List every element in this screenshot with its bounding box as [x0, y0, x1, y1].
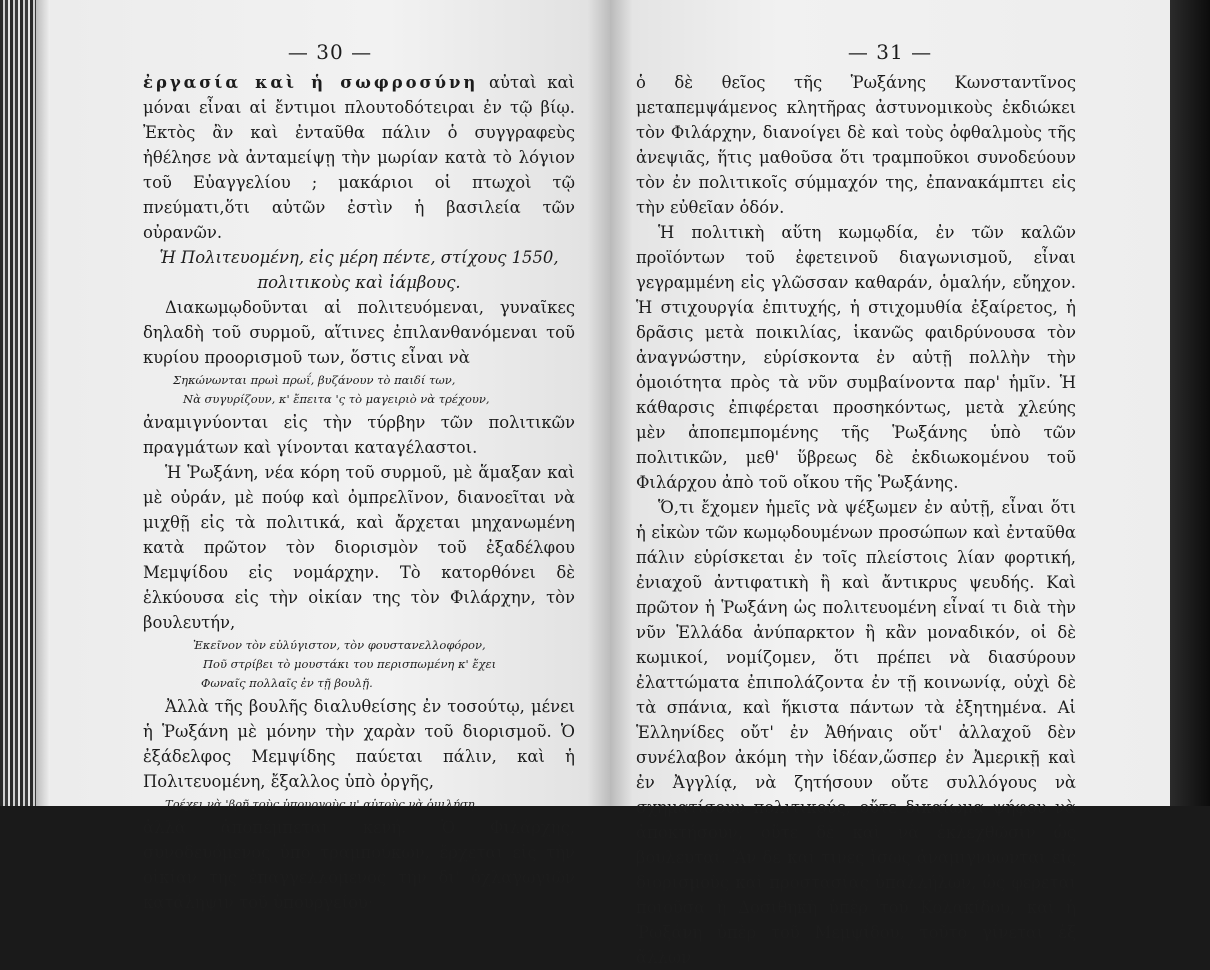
verse-line: Σηκώνωνται πρωὶ πρωΐ, βυζάνουν τὸ παιδί των,: [173, 373, 456, 387]
paragraph: ἀλλὰ ἀποπέμπεται κενή. Ὁ Φιλάρχης, συνοδευόμενος ὑπὸ τραμπούκων, ἔρχεται εἰς τὴν οἰκίαν της ἐπαγγελλόμενος τὴν δι' ὀχλαγωγιῶν κατάληψιν τοῦ ὑπουργείου·: [143, 818, 575, 912]
left-page-text: [143, 70, 575, 915]
paragraph: [143, 70, 575, 245]
page-number: — 30 —: [287, 40, 373, 64]
paragraph: ἀναμιγνύονται εἰς τὴν τύρβην τῶν πολιτικῶν πραγμάτων καὶ γίνονται καταγέλαστοι.: [143, 413, 575, 457]
work-title-line: πολιτικοὺς καὶ ἰάμβους.: [257, 273, 461, 292]
paragraph: Ἀλλὰ τῆς βουλῆς διαλυθείσης ἐν τοσούτῳ, μένει ἡ Ῥωξάνη μὲ μόνην τὴν χαρὰν τοῦ διορισμοῦ. Ὁ ἐξάδελφος Μεμψίδης παύεται πάλιν, καὶ ἡ Πολιτευομένη, ἔξαλλος ὑπὸ ὀργῆς,: [143, 697, 575, 791]
spaced-heading-words: ἐργασία καὶ ἡ σωφροσύνη: [143, 73, 479, 92]
verse-line: Ἐκεῖνον τὸν εὐλύγιστον, τὸν φουστανελλοφόρον,: [193, 638, 486, 652]
paragraph-text: αὐταὶ καὶ μόναι εἶναι αἱ ἔντιμοι πλουτοδότειραι ἐν τῷ βίῳ. Ἐκτὸς ἂν καὶ ἐνταῦθα πάλιν ὁ συγγραφεὺς ἠθέλησε νὰ ἀνταμείψῃ τὴν μωρίαν κατὰ τὸ λόγιον τοῦ Εὐαγγελίου ; μακάριοι οἱ πτωχοὶ τῷ πνεύματι,ὅτι αὐτῶν ἐστὶν ἡ βασιλεία τῶν οὐρανῶν.: [143, 73, 575, 242]
verse-line: Φωναῖς πολλαῖς ἐν τῇ βουλῇ.: [201, 676, 373, 690]
verse-line: Ποῦ στρίβει τὸ μουστάκι του περισπωμένη κ' ἔχει: [203, 657, 497, 671]
paragraph: Ἡ πολιτικὴ αὕτη κωμῳδία, ἐν τῶν καλῶν προϊόντων τοῦ ἐφετεινοῦ διαγωνισμοῦ, εἶναι γεγραμμένη εἰς γλῶσσαν καθαράν, ὁμαλήν, εὔηχον. Ἡ στιχουργία ἐπιτυχής, ἡ στιχομυθία ἐξαίρετος, ἡ δρᾶσις μετὰ ποικιλίας, ἱκανῶς φαιδρύνουσα τὸν ἀναγνώστην, εὑρίσκοντα ἐν αὐτῇ πολλὴν τὴν ὁμοιότητα πρὸς τὰ νῦν συμβαίνοντα παρ' ἡμῖν. Ἡ κάθαρσις ἐπιφέρεται προσηκόντως, μετὰ χλεύης μὲν ἀποπεμπομένης τῆς Ῥωξάνης ὑπὸ τῶν πολιτικῶν, μεθ' ὕβρεως δὲ ἐκδιωκομένου τοῦ Φιλάρχου ἀπὸ τοῦ οἴκου τῆς Ῥωξάνης.: [636, 223, 1076, 492]
paragraph: ὁ δὲ θεῖος τῆς Ῥωξάνης Κωνσταντῖνος μεταπεμψάμενος κλητῆρας ἀστυνομικοὺς ἐκδιώκει τὸν Φιλάρχην, διανοίγει δὲ καὶ τοὺς ὀφθαλμοὺς τῆς ἀνεψιᾶς, ἥτις μαθοῦσα ὅτι τραμποῦκοι συνοδεύουν τὸν ἐν πολιτικοῖς σύμμαχόν της, ἐπανακάμπτει εἰς τὴν εὐθεῖαν ὁδόν.: [636, 73, 1076, 217]
right-page: [610, 0, 1170, 967]
right-page-text: [636, 70, 1076, 970]
paragraph: Ἡ Ῥωξάνη, νέα κόρη τοῦ συρμοῦ, μὲ ἅμαξαν καὶ μὲ οὐράν, μὲ πούφ καὶ ὀμπρελῖνον, διανοεῖται νὰ μιχθῇ εἰς τὰ πολιτικά, καὶ ἄρχεται μηχανωμένη κατὰ πρῶτον τὸν διορισμὸν τοῦ ἐξαδέλφου Μεμψίδου εἰς νομάρχην. Τὸ κατορθόνει δὲ ἑλκύουσα εἰς τὴν οἰκίαν της τὸν Φιλάρχην, τὸν βουλευτήν,: [143, 463, 575, 632]
paragraph: Ὅ,τι ἔχομεν ἡμεῖς νὰ ψέξωμεν ἐν αὐτῇ, εἶναι ὅτι ἡ εἰκὼν τῶν κωμῳδουμένων προσώπων καὶ ἐνταῦθα πάλιν εὑρίσκεται ἐν τοῖς πλείστοις λίαν φορτική, ἐνιαχοῦ ἀντιφατικὴ ἢ καὶ ἄντικρυς ψευδής. Καὶ πρῶτον ἡ Ῥωξάνη ὡς πολιτευομένη εἶναί τι διὰ τὴν νῦν Ἑλλάδα ἀνύπαρκτον ἢ κἂν μοναδικόν, οἱ δὲ κωμικοί, νομίζομεν, ὅτι πρέπει νὰ διασύρουν ἐλαττώματα ἐπιπολάζοντα ἐν τῇ κοινωνίᾳ, οὐχὶ δὲ τὰ σπάνια, καὶ ἥκιστα πάντων τὰ ἐξητημένα. Αἱ Ἑλληνίδες οὔτ' ἐν Ἀθήναις οὔτ' ἀλλαχοῦ δὲν συνέλαβον ἀκόμη τὴν ἰδέαν,ὥσπερ ἐν Ἀμερικῇ καὶ ἐν Ἀγγλίᾳ, νὰ ζητήσουν οὔτε συλλόγους νὰ σχηματίσουν πολιτικούς, οὔτε δικαίωμα ψήφου νὰ ἀποκτήσουν, οὔτε δὲ καὶ νὰ ἐκλεχθῶσιν ὡς βουλευταί. Ἂν δὲ καί τινες ἴσως ἀναμιγνύωνται εἰς διορισμοὺς καὶ προστασίας ὑπαλλήλων, ὡς φέρεται ποιοῦσα ἡ Δοσιθηκὴ ὑπὲρ τοῦ Κολακίδου, καὶ ἡ Ῥωξάνη ὑπὲρ τοῦ Μεμψίδου, τοῦτο γίνεται ἐξ ἄλλων: [636, 498, 1076, 967]
book-cover-edge-right: [1170, 0, 1210, 806]
page-number: — 31 —: [847, 40, 933, 64]
work-title-line: Ἡ Πολιτευομένη, εἰς μέρη πέντε, στίχους 1550,: [159, 248, 559, 267]
verse-line: Νὰ συγυρίζουν, κ' ἔπειτα 'ς τὸ μαγειριὸ νὰ τρέχουν,: [183, 392, 490, 406]
paragraph: Διακωμῳδοῦνται αἱ πολιτευόμεναι, γυναῖκες δηλαδὴ τοῦ συρμοῦ, αἵτινες ἐπιλανθανόμεναι τοῦ κυρίου προορισμοῦ των, ὅστις εἶναι νὰ: [143, 298, 575, 367]
book-page-edges-left: [0, 0, 50, 806]
left-page: [50, 0, 610, 912]
verse-line: Τρέχει νὰ 'βρῇ τοὺς ὑπουργοὺς μ' αὐτοὺς νὰ ὁμιλήσῃ,: [165, 797, 479, 811]
